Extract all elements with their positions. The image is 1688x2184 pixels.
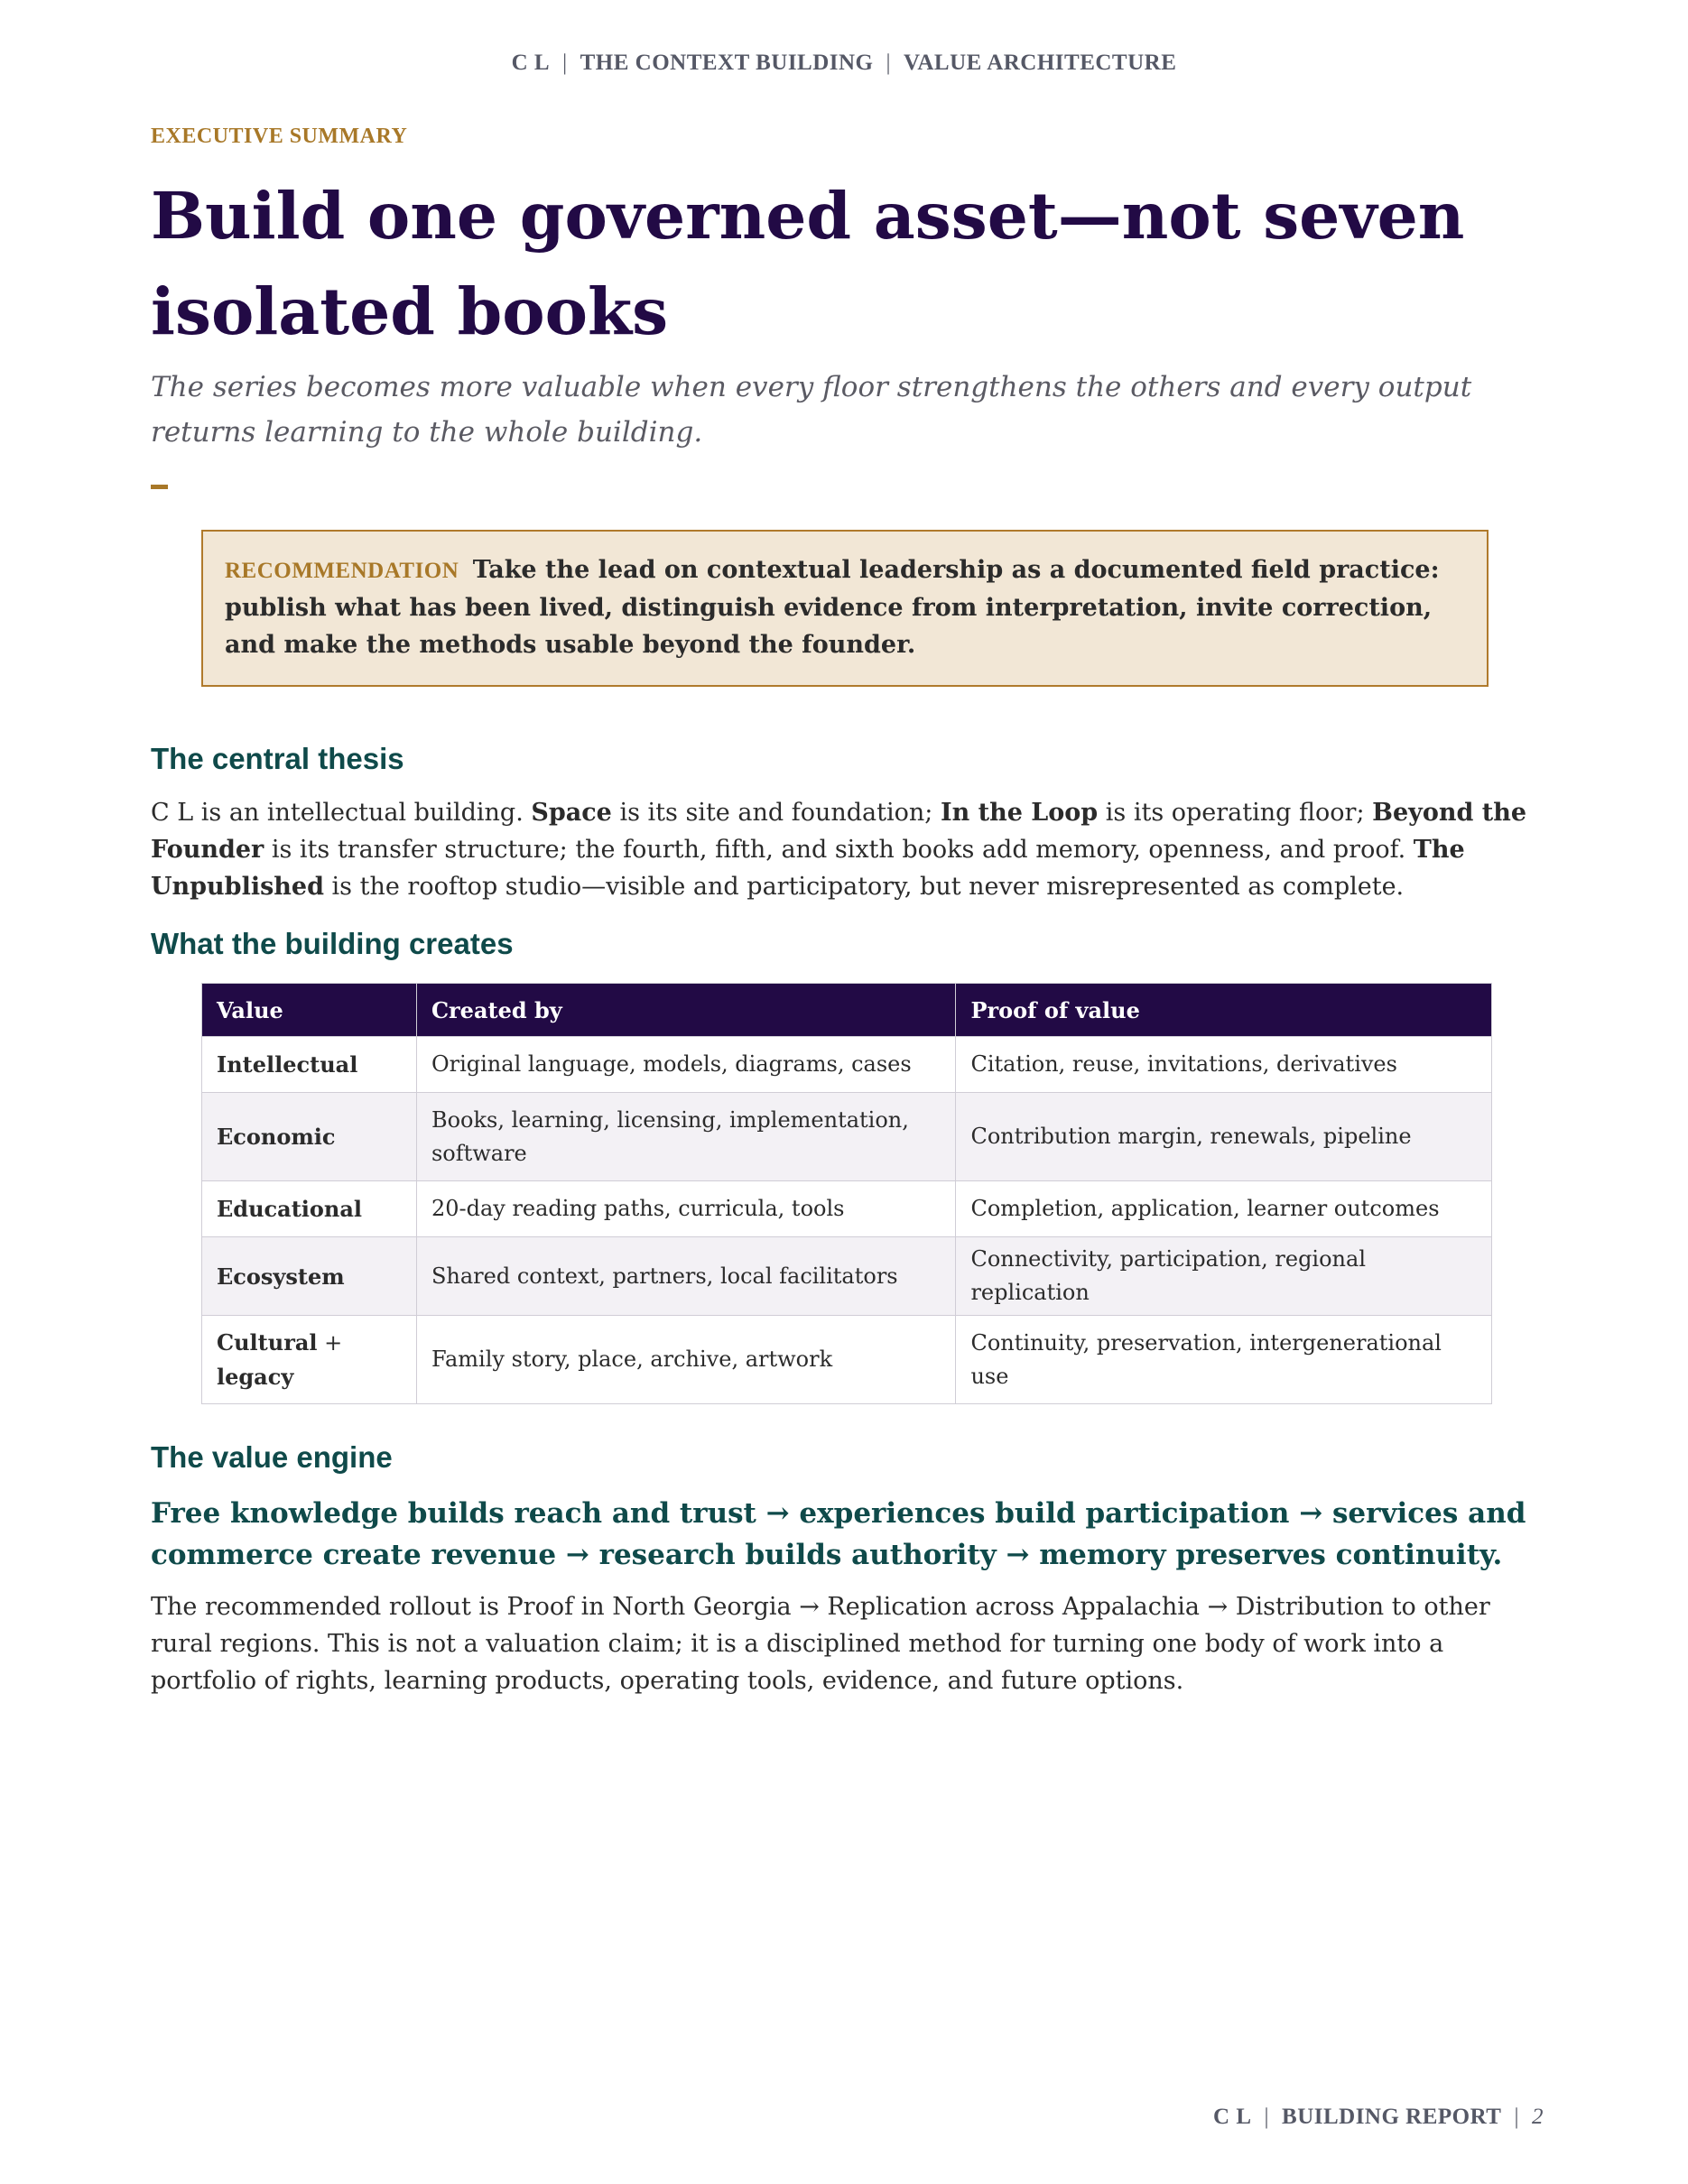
value-cell [202,1316,417,1404]
engine-lead-statement: Free knowledge builds reach and trust → experiences build participation → services and commerce create revenue → research builds authority → memory preserves continuity. [151,1497,1526,1571]
column-header-value: Value [202,984,417,1037]
table-row [202,1093,1492,1181]
thesis-book-title: In the Loop [940,799,1099,827]
value-cell: Intellectual [202,1037,417,1093]
header-section: THE CONTEXT BUILDING [580,51,874,75]
thesis-text: is its transfer structure; the fourth, fifth, and sixth books add memory, openness, and proof. [264,836,1414,864]
value-cell-text: legacy [217,1364,294,1390]
table-row [202,1181,1492,1237]
thesis-book-title: Beyond the Founder [151,799,1527,864]
created-by-cell: 20-day reading paths, curricula, tools [416,1181,956,1237]
page-title: Build one governed asset—not seven isolated books [151,178,1465,349]
thesis-text: is its site and foundation; [611,799,941,827]
thesis-text: is the rooftop studio—visible and participatory, but never misrepresented as complete. [323,873,1405,901]
recommendation-text-block [225,551,1465,663]
proof-cell: Citation, reuse, invitations, derivatives [956,1037,1492,1093]
created-by-cell: Shared context, partners, local facilitators [416,1237,956,1316]
value-cell-text: Cultural [217,1329,318,1356]
recommendation-callout [201,530,1489,687]
proof-cell: Completion, application, learner outcomes [956,1181,1492,1237]
page-footer [1213,2105,1544,2130]
footer-label: BUILDING REPORT [1282,2105,1502,2129]
engine-heading: The value engine [151,1440,393,1474]
value-table [201,983,1492,1404]
engine-paragraph: The recommended rollout is Proof in North Georgia → Replication across Appalachia → Distribution to other rural regions. This is not a valuation claim; it is a disciplined method for turning one body of work into a portfolio of rights, learning products, operating tools, evidence, and future options. [151,1593,1490,1695]
thesis-heading: The central thesis [151,742,404,775]
footer-separator: | [1514,2105,1519,2129]
proof-cell: Connectivity, participation, regional replication [956,1237,1492,1316]
header-topic: VALUE ARCHITECTURE [904,51,1177,75]
page-number: 2 [1532,2105,1544,2129]
header-separator: | [562,51,568,75]
created-by-cell: Original language, models, diagrams, cases [416,1037,956,1093]
recommendation-text: Take the lead on contextual leadership as a documented field practice: publish what has been lived, distinguish evidence from interpretation, invite correction, and make the methods usable beyond the founder. [225,556,1440,659]
column-header-created-by: Created by [416,984,956,1037]
eyebrow-label: EXECUTIVE SUMMARY [151,125,408,148]
thesis-paragraph [151,794,1545,905]
accent-divider [151,485,168,489]
thesis-text: is its operating floor; [1098,799,1373,827]
creates-heading: What the building creates [151,927,514,960]
proof-cell: Continuity, preservation, intergenerational use [956,1316,1492,1404]
footer-separator: | [1264,2105,1270,2129]
value-cell: Educational [202,1181,417,1237]
table-row [202,1316,1492,1404]
table-row [202,1037,1492,1093]
created-by-cell: Books, learning, licensing, implementation, software [416,1093,956,1181]
table-header-row [202,984,1492,1037]
proof-cell: Contribution margin, renewals, pipeline [956,1093,1492,1181]
value-cell-joiner: + [317,1330,343,1356]
thesis-book-title: Space [531,799,612,827]
header-separator: | [886,51,892,75]
thesis-book-title: The Unpublished [151,836,1465,901]
header-brand: C L [511,51,551,75]
page-subtitle: The series becomes more valuable when every floor strengthens the others and every output returns learning to the whole building. [151,371,1472,449]
thesis-text: C L is an intellectual building. [151,799,532,827]
page-header [0,51,1688,76]
table-row [202,1237,1492,1316]
value-cell: Economic [202,1093,417,1181]
created-by-cell: Family story, place, archive, artwork [416,1316,956,1404]
footer-brand: C L [1213,2105,1252,2129]
recommendation-tag: RECOMMENDATION [225,559,459,583]
column-header-proof: Proof of value [956,984,1492,1037]
value-cell: Ecosystem [202,1237,417,1316]
